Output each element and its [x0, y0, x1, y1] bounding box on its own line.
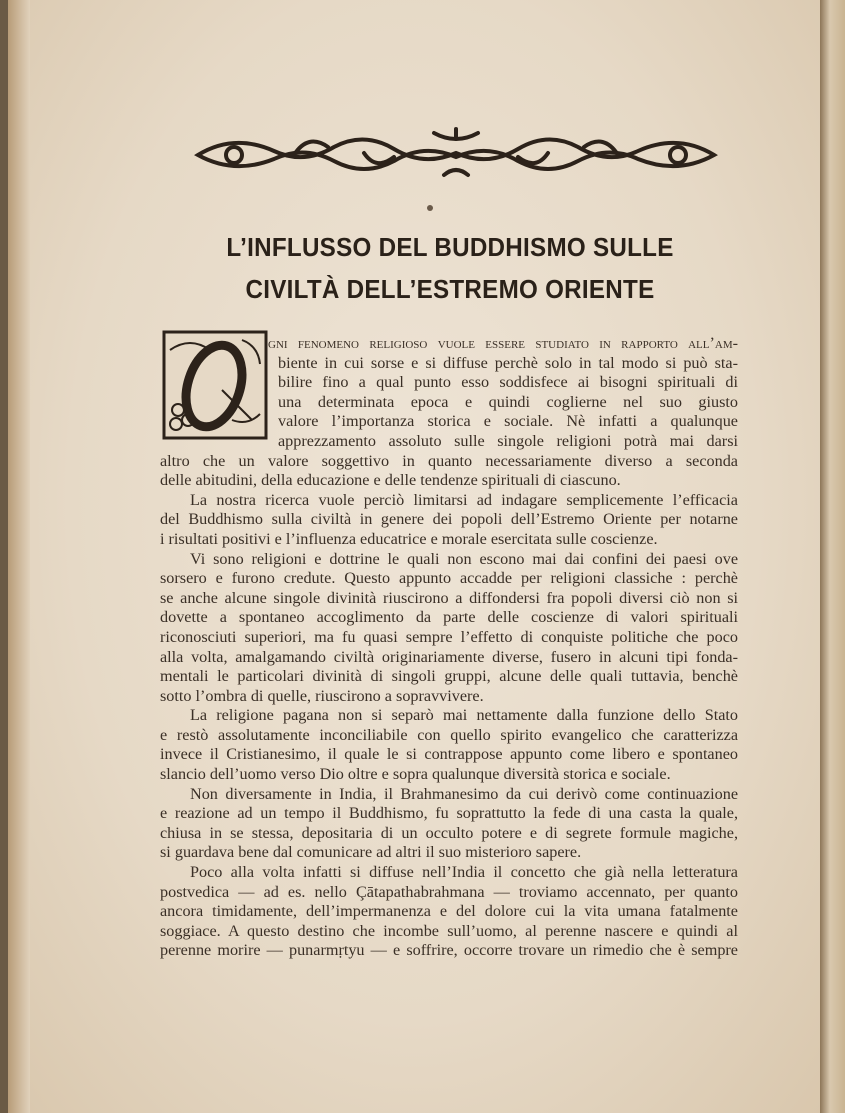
paragraph-5 — [160, 785, 738, 863]
text-line: chiusa in se stessa, depositaria di un occulto potere e di segrete formule magiche, — [160, 823, 738, 842]
chapter-title-line-2: CIVILTÀ DELL’ESTREMO ORIENTE — [245, 274, 655, 304]
text-line: alla volta, amalgamando civiltà originariamente diverse, fusero in alcuni tipi fonda- — [160, 647, 738, 666]
text-line: una determinata epoca e quindi coglierne nel suo giusto — [278, 392, 738, 411]
text-line: altro che un valore soggettivo in quanto necessariamente diverso a seconda — [160, 451, 738, 470]
text-line: delle abitudini, della educazione e delle tendenze spirituali di ciascuno. — [160, 471, 621, 490]
paragraph-6 — [160, 863, 738, 961]
text-line: mentali le particolari divinità di singoli gruppi, alcune delle quali tuttavia, benchè — [160, 667, 738, 686]
decorative-dot — [427, 205, 433, 211]
paragraph-3 — [160, 550, 738, 707]
paragraph-2 — [160, 491, 738, 550]
text-line: apprezzamento assoluto sulle singole religioni potrà mai darsi — [278, 431, 738, 450]
text-line: i risultati positivi e l’influenza educatrice e morale esercitata sulle coscienze. — [160, 529, 658, 548]
adjacent-page-edge — [820, 0, 845, 1113]
text-line: si guardava bene dal comunicare ad altri il suo misterioro sapere. — [160, 843, 582, 862]
text-line: Vi sono religioni e dottrine le quali non escono mai dai confini dei paesi ove — [190, 549, 738, 568]
paragraph-1 — [160, 334, 738, 491]
text-line: dovette a spontaneo accoglimento da parte delle coscienze di valori spirituali — [160, 608, 738, 627]
text-line: postvedica — ad es. nello Çātapathabrahmana — troviamo accennato, per quanto — [160, 882, 738, 901]
article-body — [160, 334, 738, 961]
text-line: valore l’importanza storica e sociale. Nè infatti a qualunque — [278, 412, 738, 431]
text-line: bilire fino a qual punto esso soddisfece ai bisogni spirituali di — [278, 373, 738, 392]
decorative-ornament-icon — [194, 125, 718, 181]
text-line: biente in cui sorse e si diffuse perchè solo in tal modo si può sta- — [278, 353, 738, 372]
text-line: gni fenomeno religioso vuole essere studiato in rapporto all’am- — [268, 334, 738, 352]
chapter-title-line-1: L’INFLUSSO DEL BUDDHISMO SULLE — [226, 232, 674, 262]
text-line: La religione pagana non si separò mai nettamente dalla funzione dello Stato — [190, 706, 738, 725]
text-line: sotto l’ombra di quelle, riuscirono a sopravvivere. — [160, 686, 484, 705]
text-line: Poco alla volta infatti si diffuse nell’India il concetto che già nella letteratura — [190, 863, 738, 882]
text-line: sorsero e furono credute. Questo appunto accadde per religioni classiche : perchè — [160, 569, 738, 588]
text-line: e reazione ad un tempo il Buddhismo, fu soprattutto la fede di una casta la quale, — [160, 804, 738, 823]
text-line: riconosciuti superiori, ma fu quasi sempre l’effetto di conquiste politiche che poco — [160, 627, 738, 646]
text-line: La nostra ricerca vuole perciò limitarsi ad indagare semplicemente l’efficacia — [190, 490, 738, 509]
text-line: se anche alcune singole divinità riuscirono a diffondersi fra popoli diversi ciò non si — [160, 588, 738, 607]
text-line: soggiace. A questo destino che incombe sull’uomo, al perenne nascere e quindi al — [160, 921, 738, 940]
text-line: invece il Cristianesimo, il quale le si contrappose appunto come libero e spontaneo — [160, 745, 738, 764]
text-line: Non diversamente in India, il Brahmanesimo da cui derivò come continuazione — [190, 784, 738, 803]
text-line: ancora timidamente, dell’impermanenza e del dolore cui la vita umana fatalmente — [160, 902, 738, 921]
paragraph-4 — [160, 706, 738, 784]
text-line: perenne morire — punarmṛtyu — e soffrire, occorre trovare un rimedio che è sempre — [160, 941, 738, 960]
text-line: slancio dell’uomo verso Dio oltre e sopra qualunque diversità storica e sociale. — [160, 765, 671, 784]
text-line: e restò assolutamente inconciliabile con quello spirito evangelico che caratterizza — [160, 725, 738, 744]
text-line: del Buddhismo sulla civiltà in genere dei popoli dell’Estremo Oriente per notarne — [160, 510, 738, 529]
